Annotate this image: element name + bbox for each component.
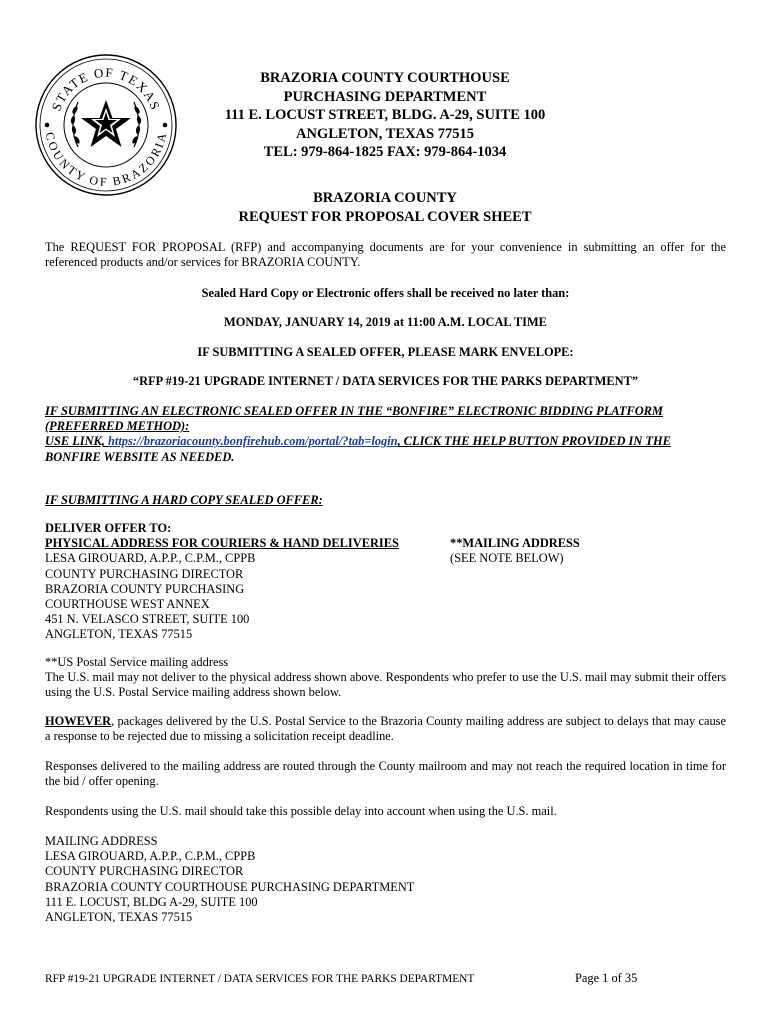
seal-top-text: STATE OF TEXAS xyxy=(48,64,164,113)
delay-note: Respondents using the U.S. mail should take this possible delay into account when using the U.S. mail. xyxy=(45,804,557,818)
postal-line: **US Postal Service mailing address xyxy=(45,655,229,669)
bonfire-link[interactable]: https://brazoriacounty.bonfirehub.com/portal/?tab=login xyxy=(108,434,398,449)
however-word: HOWEVER xyxy=(45,714,112,728)
electronic-line: USE LINK, xyxy=(45,434,108,449)
however-text: , packages delivered by the U.S. Postal Service to the Brazoria County mailing address are subject to delays that may cause a response to be rejected due to missing a solicitation receipt deadline. xyxy=(45,714,726,744)
address-line: COURTHOUSE WEST ANNEX xyxy=(45,597,210,612)
mailing-address-block xyxy=(45,834,726,925)
mailing-line: MAILING ADDRESS xyxy=(45,834,158,848)
envelope-label: IF SUBMITTING A SEALED OFFER, PLEASE MARK ENVELOPE: xyxy=(197,345,574,359)
electronic-line: , CLICK THE HELP BUTTON PROVIDED IN THE xyxy=(397,434,671,449)
document-title xyxy=(190,189,580,227)
postal-text: The U.S. mail may not deliver to the physical address shown above. Respondents who prefer to use the U.S. mail may submit their offers using the U.S. Postal Service mailing address shown below. xyxy=(45,670,726,700)
mailing-line: COUNTY PURCHASING DIRECTOR xyxy=(45,864,244,879)
address-line: 451 N. VELASCO STREET, SUITE 100 xyxy=(45,612,250,627)
page-number: Page 1 of 35 xyxy=(575,971,638,985)
deadline-label: Sealed Hard Copy or Electronic offers shall be received no later than: xyxy=(201,286,570,300)
electronic-line: IF SUBMITTING AN ELECTRONIC SEALED OFFER IN THE “BONFIRE” ELECTRONIC BIDDING PLATFORM xyxy=(45,404,663,418)
title-line: BRAZORIA COUNTY xyxy=(313,190,457,206)
postal-section xyxy=(45,655,726,701)
mailroom-paragraph: Responses delivered to the mailing address are routed through the County mailroom and may not reach the required location in time for the bid / offer opening. xyxy=(45,759,726,789)
mailing-line: 111 E. LOCUST, BLDG A-29, SUITE 100 xyxy=(45,894,258,909)
seal-bottom-text: COUNTY OF BRAZORIA xyxy=(42,130,170,189)
electronic-line: BONFIRE WEBSITE AS NEEDED. xyxy=(45,449,235,464)
mailing-line: ANGLETON, TEXAS 77515 xyxy=(45,910,193,925)
header-line: PURCHASING DEPARTMENT xyxy=(283,88,487,105)
mailing-note: (SEE NOTE BELOW) xyxy=(450,551,564,566)
footer-rfp-title: RFP #19-21 UPGRADE INTERNET / DATA SERVICES FOR THE PARKS DEPARTMENT xyxy=(45,973,475,985)
rfp-name: “RFP #19-21 UPGRADE INTERNET / DATA SERVICES FOR THE PARKS DEPARTMENT” xyxy=(132,374,639,388)
physical-address-label: PHYSICAL ADDRESS FOR COURIERS & HAND DELIVERIES xyxy=(45,536,399,551)
electronic-section xyxy=(45,404,726,465)
header-line: TEL: 979-864-1825 FAX: 979-864-1034 xyxy=(263,144,507,160)
header-line: 111 E. LOCUST STREET, BLDG. A-29, SUITE 100 xyxy=(224,107,546,123)
header-block xyxy=(190,69,580,162)
however-paragraph xyxy=(45,714,726,744)
intro-paragraph: The REQUEST FOR PROPOSAL (RFP) and accompanying documents are for your convenience in submitting an offer for the referenced products and/or services for BRAZORIA COUNTY. xyxy=(45,240,726,270)
electronic-line: (PREFERRED METHOD): xyxy=(45,419,190,434)
deliver-section xyxy=(45,521,726,643)
address-line: BRAZORIA COUNTY PURCHASING xyxy=(45,581,245,596)
hardcopy-label: IF SUBMITTING A HARD COPY SEALED OFFER: xyxy=(45,493,323,507)
mailing-line: LESA GIROUARD, A.P.P., C.P.M., CPPB xyxy=(45,849,256,864)
county-seal xyxy=(33,52,179,198)
deadline-date: MONDAY, JANUARY 14, 2019 at 11:00 A.M. LOCAL TIME xyxy=(224,315,547,329)
mailing-line: BRAZORIA COUNTY COURTHOUSE PURCHASING DEPARTMENT xyxy=(45,879,415,894)
address-line: COUNTY PURCHASING DIRECTOR xyxy=(45,566,244,581)
mailing-address-label: **MAILING ADDRESS xyxy=(450,536,580,550)
header-line: BRAZORIA COUNTY COURTHOUSE xyxy=(260,70,510,86)
deliver-label: DELIVER OFFER TO: xyxy=(45,521,172,535)
title-line: REQUEST FOR PROPOSAL COVER SHEET xyxy=(238,209,532,225)
address-line: LESA GIROUARD, A.P.P., C.P.M., CPPB xyxy=(45,551,256,566)
mailing-column xyxy=(450,536,580,566)
address-line: ANGLETON, TEXAS 77515 xyxy=(45,627,193,642)
header-line: ANGLETON, TEXAS 77515 xyxy=(296,125,474,142)
